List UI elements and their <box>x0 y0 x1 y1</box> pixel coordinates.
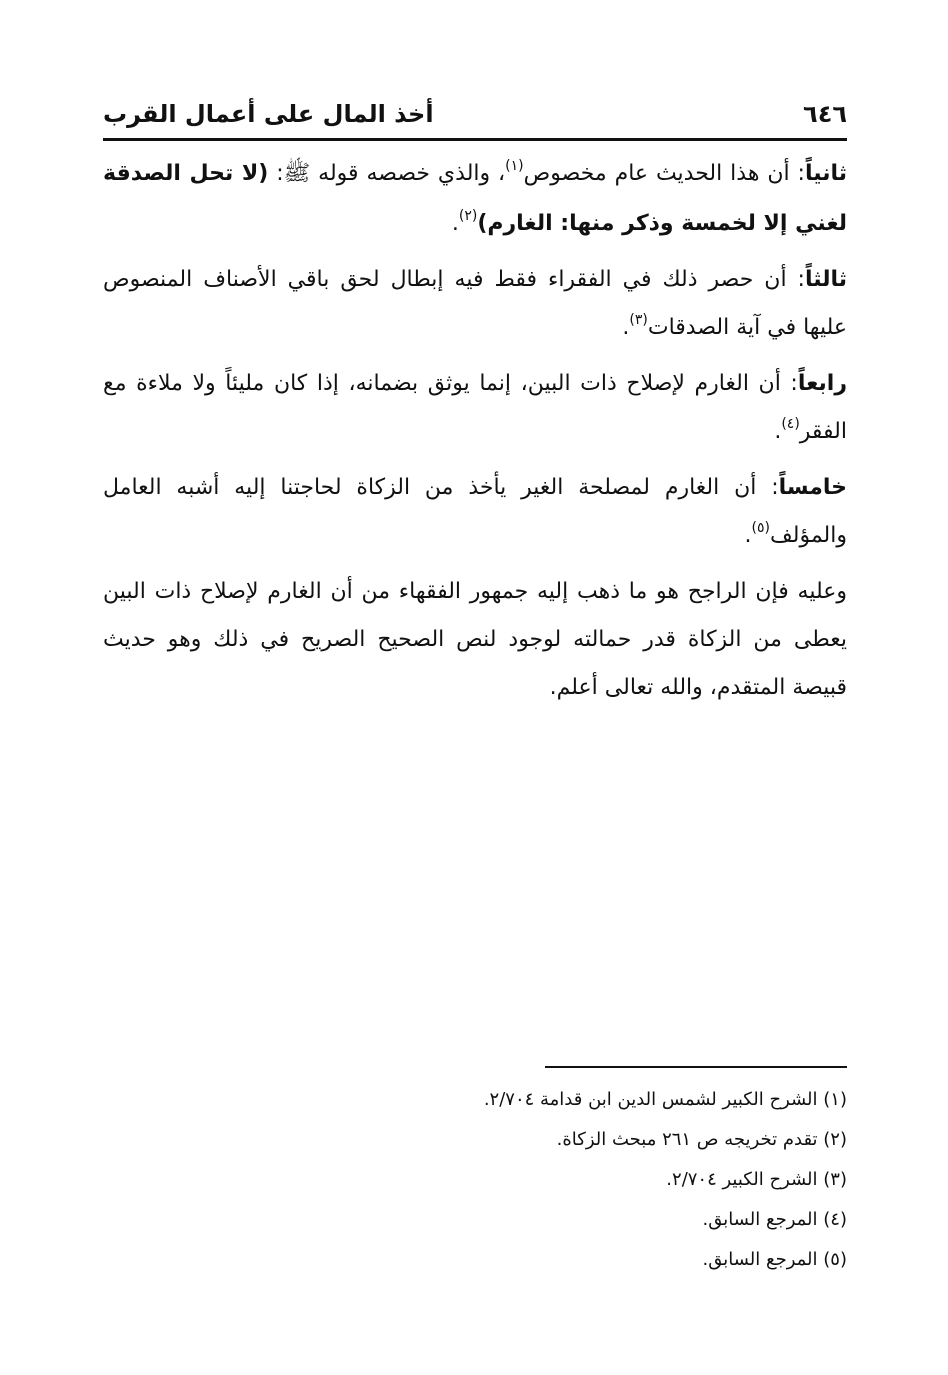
paragraph-lead: رابعاً <box>797 371 847 396</box>
paragraph-end: . <box>744 523 752 548</box>
footnote-separator <box>545 1066 847 1068</box>
footnote-5: (٥) المرجع السابق. <box>702 1249 847 1270</box>
paragraph-end: . <box>622 315 630 340</box>
paragraph-text: : أن حصر ذلك في الفقراء فقط فيه إبطال لحق باقي الأصناف المنصوص عليها في آية الصدقات <box>103 267 847 340</box>
page-number: ٦٤٦ <box>803 100 847 128</box>
paragraph-lead: ثالثاً <box>804 267 847 292</box>
footnote-ref: (٤) <box>781 416 800 432</box>
paragraph-lead: خامساً <box>778 475 847 500</box>
main-text <box>103 150 847 718</box>
paragraph-lead: ثانياً <box>804 161 847 186</box>
paragraph-end: . <box>451 211 459 236</box>
paragraph-text: : أن هذا الحديث عام مخصوص <box>523 161 805 186</box>
paragraph-text: : أن الغارم لإصلاح ذات البين، إنما يوثق بضمانه، إذا كان مليئاً ولا ملاءة مع الفقر <box>103 371 847 444</box>
footnote-1: (١) الشرح الكبير لشمس الدين ابن قدامة ٢/٧٠٤. <box>483 1089 847 1110</box>
paragraph-end: . <box>774 419 782 444</box>
paragraph-fifthly <box>103 464 847 562</box>
paragraph-secondly <box>103 150 847 250</box>
paragraph-fourthly <box>103 360 847 458</box>
footnote-ref: (٢) <box>458 208 478 224</box>
footnote-2: (٢) تقدم تخريجه ص ٢٦١ مبحث الزكاة. <box>556 1129 847 1150</box>
page-header <box>103 96 847 136</box>
footnote-4: (٤) المرجع السابق. <box>702 1209 847 1230</box>
paragraph-text: : أن الغارم لمصلحة الغير يأخذ من الزكاة لحاجتنا إليه أشبه العامل والمؤلف <box>103 475 847 548</box>
footnote-ref: (١) <box>505 158 524 174</box>
paragraph-text: ، والذي خصصه قوله ﷺ: <box>268 161 506 186</box>
running-title: أخذ المال على أعمال القرب <box>103 100 434 128</box>
footnotes <box>103 1080 847 1280</box>
footnote-ref: (٥) <box>751 520 770 536</box>
paragraph-thirdly <box>103 256 847 354</box>
paragraph-text: وعليه فإن الراجح هو ما ذهب إليه جمهور الفقهاء من أن الغارم لإصلاح ذات البين يعطى من الزكاة قدر حمالته لوجود لنص الصحيح الصريح في ذلك وهو حديث قبيصة المتقدم، والله تعالى أعلم. <box>103 579 847 700</box>
paragraph-conclusion <box>103 568 847 712</box>
footnote-ref: (٣) <box>629 312 648 328</box>
footnote-3: (٣) الشرح الكبير ٢/٧٠٤. <box>666 1169 847 1190</box>
header-rule <box>103 138 847 141</box>
hadith-quote: (لا تحل الصدقة لغني إلا لخمسة وذكر منها: الغارم) <box>103 161 847 236</box>
